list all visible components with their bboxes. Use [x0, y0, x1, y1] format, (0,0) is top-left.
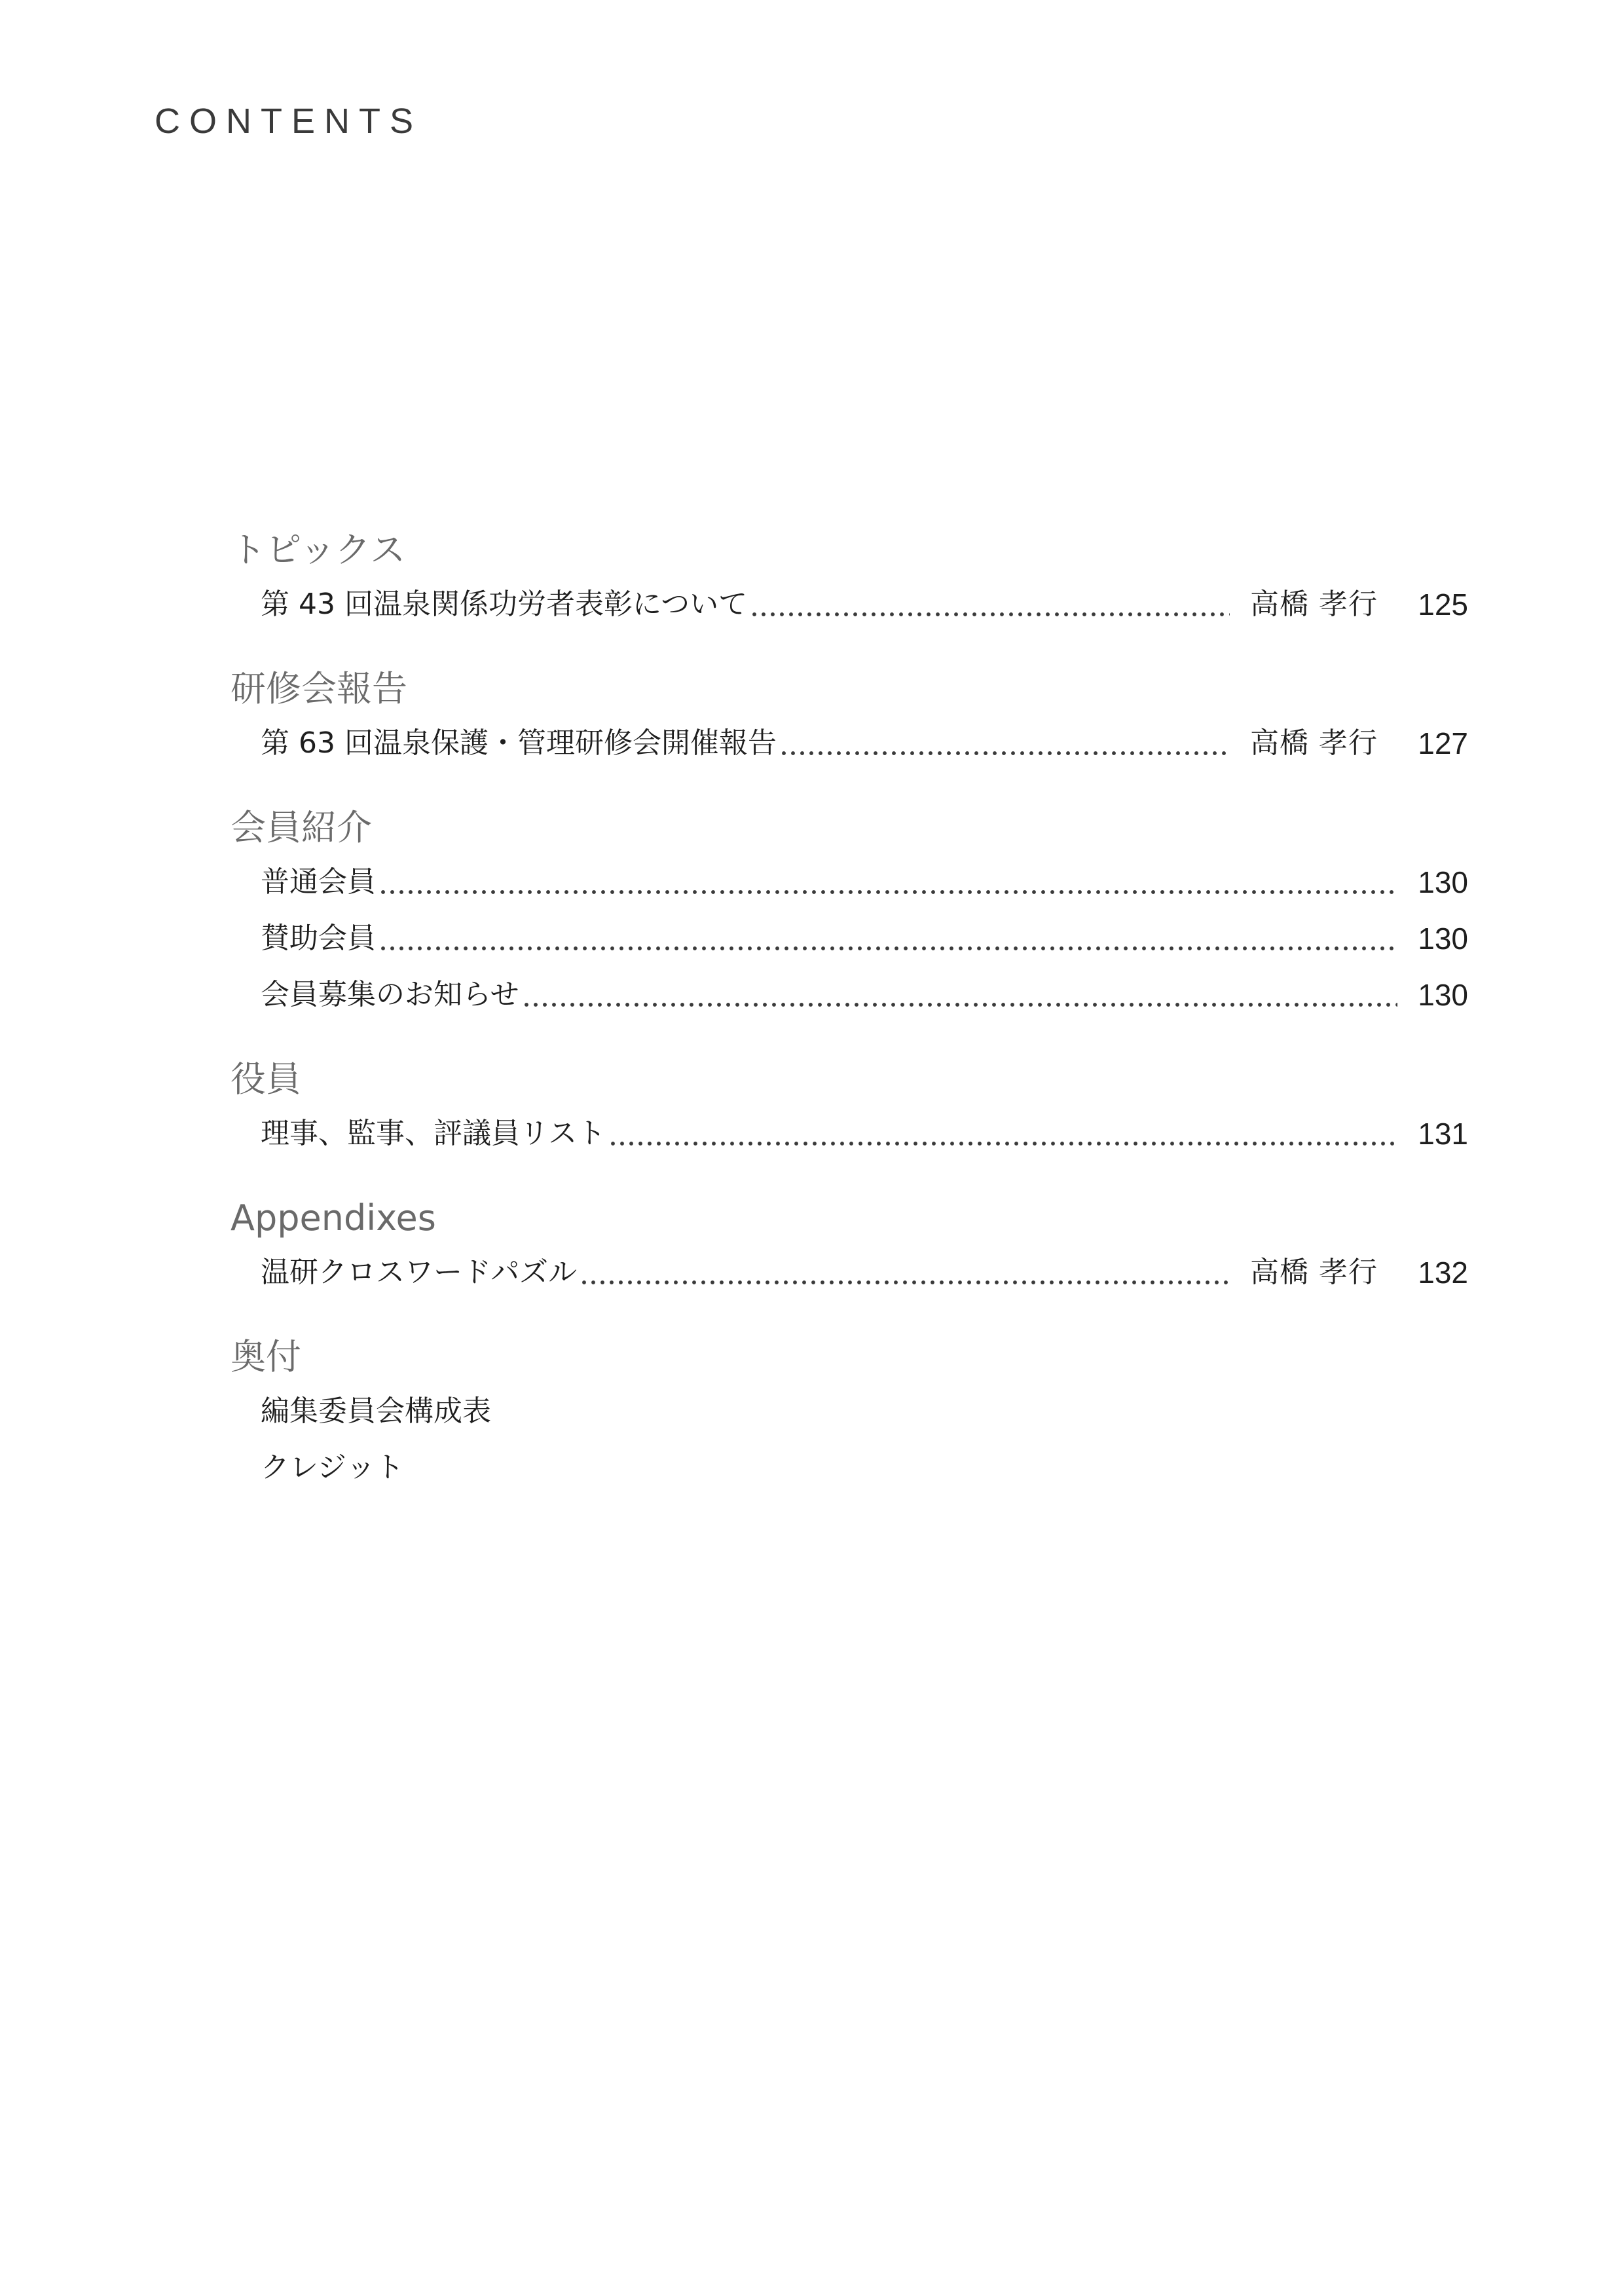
- dot-leader: [580, 1258, 1230, 1287]
- section-title: 役員: [231, 1058, 301, 1100]
- entry-title: 編集委員会構成表: [261, 1394, 491, 1428]
- toc-entry[interactable]: [261, 576, 1468, 633]
- entry-title: 会員募集のお知らせ: [261, 978, 519, 1011]
- toc-section-members: [231, 802, 1468, 1023]
- entry-page-number: 130: [1418, 865, 1468, 899]
- entry-page-number: 125: [1418, 588, 1468, 622]
- toc-entry[interactable]: [261, 854, 1468, 910]
- entry-title: 理事、監事、評議員リスト: [261, 1117, 606, 1150]
- toc-section-topics: [231, 524, 1468, 633]
- entry-page-number: 127: [1418, 726, 1468, 760]
- section-title: 会員紹介: [231, 807, 372, 848]
- section-title: 研修会報告: [231, 668, 407, 709]
- entry-page-number: 130: [1418, 978, 1468, 1012]
- entry-author: 高橋 孝行: [1250, 1256, 1378, 1289]
- entry-page-number: 130: [1418, 922, 1468, 956]
- section-title: 奥付: [231, 1336, 301, 1377]
- toc-entry[interactable]: [261, 715, 1468, 772]
- page-title: CONTENTS: [155, 102, 422, 141]
- toc-entry[interactable]: [261, 967, 1468, 1023]
- section-title: Appendixes: [231, 1197, 436, 1239]
- entry-title: クレジット: [261, 1451, 404, 1484]
- toc-section-officers: [231, 1053, 1468, 1162]
- toc-entry[interactable]: [261, 1440, 1468, 1496]
- toc-entry[interactable]: [261, 1244, 1468, 1301]
- table-of-contents: [231, 524, 1468, 1526]
- entry-title: 普通会員: [261, 865, 376, 899]
- entry-author: 高橋 孝行: [1250, 726, 1378, 760]
- entry-title: 第 63 回温泉保護・管理研修会開催報告: [261, 726, 777, 760]
- entry-title: 賛助会員: [261, 922, 376, 955]
- dot-leader: [608, 1119, 1397, 1148]
- entry-author: 高橋 孝行: [1250, 588, 1378, 621]
- toc-section-appendixes: [231, 1192, 1468, 1301]
- entry-page-number: 132: [1418, 1256, 1468, 1290]
- dot-leader: [779, 729, 1230, 758]
- toc-section-workshop-report: [231, 663, 1468, 772]
- entry-title: 第 43 回温泉関係功労者表彰について: [261, 588, 748, 621]
- dot-leader: [750, 590, 1230, 619]
- toc-entry[interactable]: [261, 910, 1468, 967]
- entry-page-number: 131: [1418, 1117, 1468, 1151]
- toc-entry[interactable]: [261, 1106, 1468, 1162]
- dot-leader: [522, 980, 1397, 1009]
- dot-leader: [378, 924, 1397, 953]
- toc-entry[interactable]: [261, 1383, 1468, 1440]
- entry-title: 温研クロスワードパズル: [261, 1256, 578, 1289]
- dot-leader: [378, 868, 1397, 897]
- toc-section-colophon: [231, 1331, 1468, 1496]
- section-title: トピックス: [231, 529, 406, 570]
